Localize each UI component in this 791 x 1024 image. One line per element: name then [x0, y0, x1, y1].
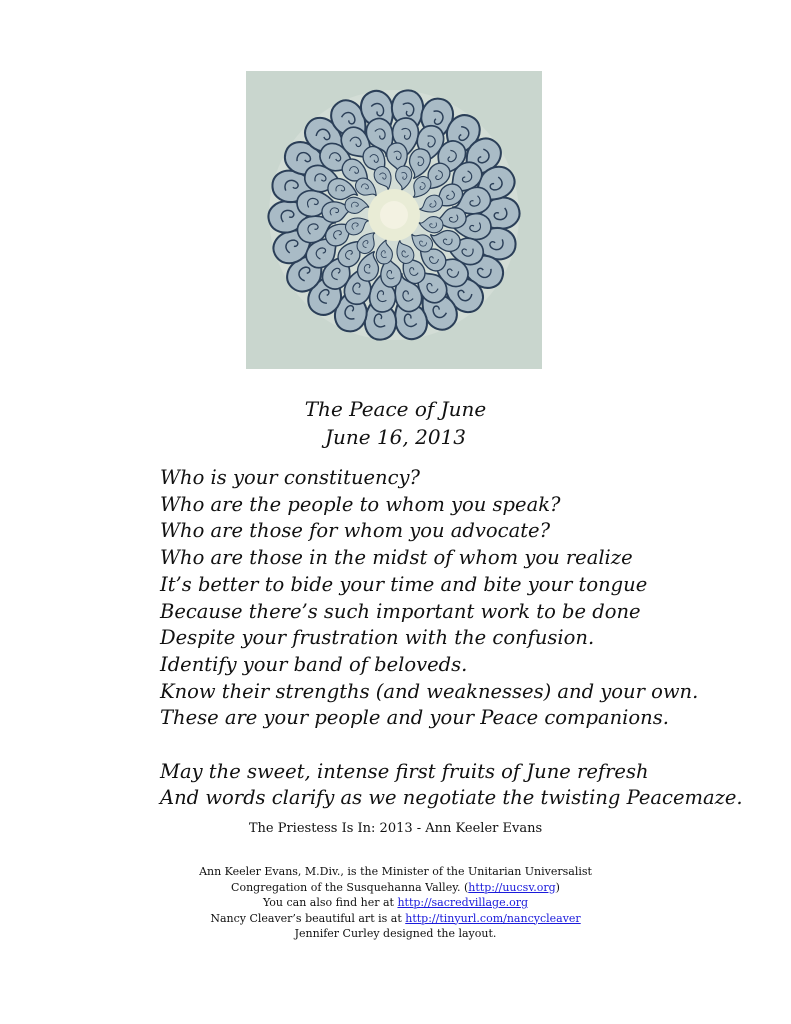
- poem-line: Identify your band of beloveds.: [160, 652, 468, 676]
- mandala-artwork: [246, 71, 542, 369]
- poem-line: Who is your constituency?: [160, 466, 421, 489]
- credit-text: Congregation of the Susquehanna Valley. (: [231, 880, 469, 894]
- poem-line: May the sweet, intense first fruits of June refresh: [160, 759, 649, 783]
- credit-text: You can also find her at: [263, 896, 398, 909]
- credit-text: ): [555, 880, 560, 894]
- credit-text: Nancy Cleaver’s beautiful art is at: [210, 911, 406, 925]
- uucsv-link[interactable]: http://uucsv.org: [468, 880, 556, 894]
- poem-line: Know their strengths (and weaknesses) and your own.: [160, 679, 699, 703]
- credit-line: Ann Keeler Evans, M.Div., is the Minister of the Unitarian Universalist: [199, 865, 592, 878]
- poem-line: Who are those for whom you advocate?: [160, 519, 551, 543]
- poem-line: Who are those in the midst of whom you realize: [160, 546, 633, 570]
- credit-line: [0, 880, 791, 896]
- poem-date: June 16, 2013: [324, 425, 467, 449]
- sacredvillage-link[interactable]: http://sacredvillage.org: [397, 896, 528, 909]
- poem-line: These are your people and your Peace companions.: [160, 706, 669, 730]
- poem-line: It’s better to bide your time and bite your tongue: [160, 572, 648, 596]
- credit-line: [0, 895, 791, 911]
- poem-line: Who are the people to whom you speak?: [160, 492, 561, 516]
- stanza-break: [160, 732, 770, 759]
- poem-line: And words clarify as we negotiate the twisting Peacemaze.: [160, 786, 743, 810]
- credit-line: [0, 911, 791, 927]
- credit-line: Jennifer Curley designed the layout.: [294, 927, 497, 940]
- title-block: [0, 395, 791, 451]
- poem-line: Because there’s such important work to be done: [160, 599, 641, 623]
- mandala-illustration: [246, 71, 542, 369]
- nancycleaver-link[interactable]: http://tinyurl.com/nancycleaver: [405, 911, 581, 925]
- mandala-center-glow: [380, 201, 408, 229]
- poem-line: Despite your frustration with the confusion.: [160, 626, 595, 650]
- poem-body: [160, 465, 770, 812]
- poem-title: The Peace of June: [304, 397, 487, 421]
- credits: [0, 864, 791, 942]
- attribution: The Priestess Is In: 2013 - Ann Keeler Evans: [248, 821, 543, 836]
